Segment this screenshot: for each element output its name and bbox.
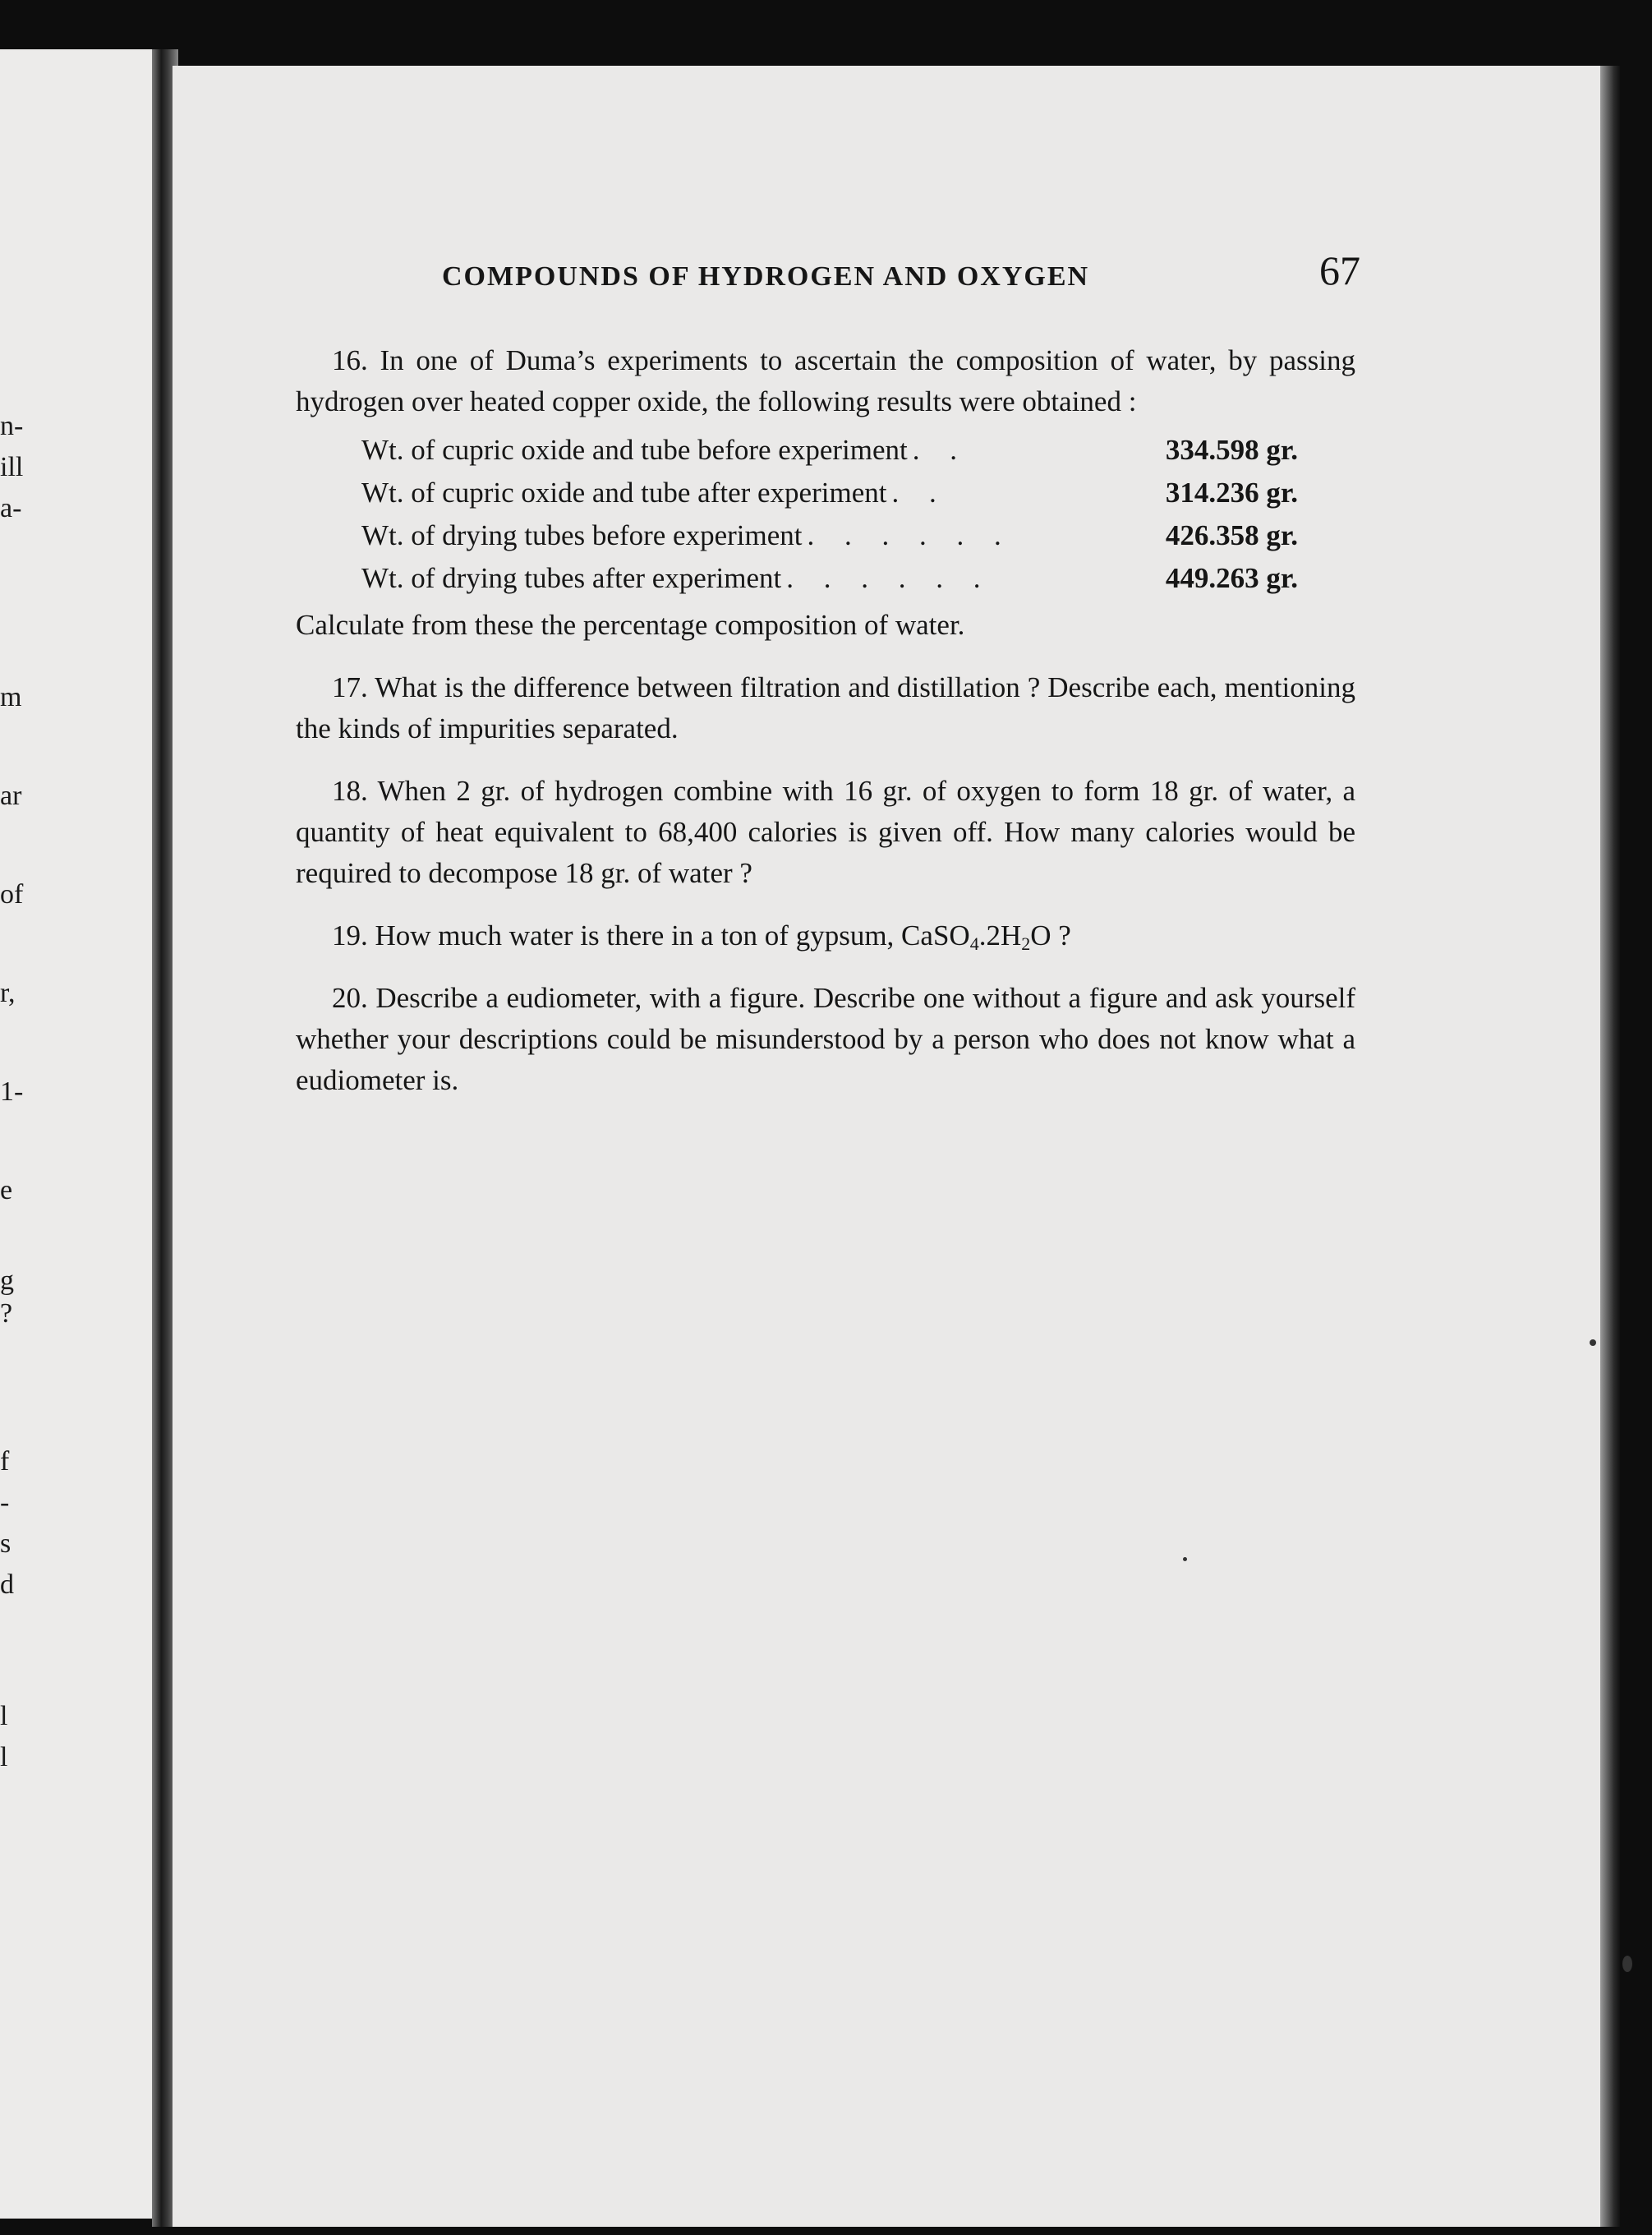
row-leader: . . — [891, 477, 948, 509]
facing-page-fragment: l — [0, 1701, 8, 1731]
row-leader: . . . . . . — [786, 562, 992, 594]
results-table — [361, 429, 1298, 600]
facing-page-fragment: m — [0, 682, 22, 712]
facing-page-fragment: - — [0, 1487, 10, 1518]
subscript: 4 — [969, 933, 979, 954]
formula-part: .2H — [978, 919, 1022, 952]
row-label: Wt. of cupric oxide and tube before experiment — [361, 434, 908, 466]
row-leader: . . — [912, 434, 969, 466]
row-value: 314.236 gr. — [1165, 477, 1298, 509]
page-number: 67 — [1319, 247, 1360, 293]
facing-page-fragment: d — [0, 1569, 14, 1600]
row-label: Wt. of drying tubes after experiment — [361, 562, 782, 594]
question-20: 20. Describe a eudiometer, with a figure. Describe one without a figure and ask yourself whether your descriptions could be misunderstood by a person who does not know what a eudiometer is. — [296, 982, 1355, 1096]
facing-page-fragment: of — [0, 879, 24, 910]
table-row — [361, 429, 1298, 472]
subscript: 2 — [1021, 933, 1031, 954]
row-label: Wt. of cupric oxide and tube after experiment — [361, 477, 887, 509]
facing-page-fragment: s — [0, 1528, 12, 1559]
facing-page-fragment: f — [0, 1446, 10, 1477]
row-leader: . . . . . . — [807, 519, 1013, 551]
facing-page-fragment: e — [0, 1175, 13, 1205]
facing-page-fragment: ill — [0, 452, 24, 482]
row-label: Wt. of drying tubes before experiment — [361, 519, 803, 551]
scan-speck — [1622, 1956, 1632, 1972]
question-16: 16. In one of Duma’s experiments to ascertain the composition of water, by passing hydrogen over heated copper oxide, the following results were obtained : — [296, 344, 1355, 417]
facing-page-fragment: r, — [0, 978, 16, 1008]
facing-page-fragment: ar — [0, 781, 22, 811]
row-value: 449.263 gr. — [1165, 562, 1298, 594]
facing-page-fragment: a- — [0, 493, 22, 523]
table-row — [361, 514, 1298, 557]
facing-page-fragment: 1- — [0, 1076, 24, 1107]
facing-page-fragment: g — [0, 1265, 14, 1296]
scan-speck — [1183, 1557, 1187, 1561]
question-17: 17. What is the difference between filtration and distillation ? Describe each, mentioning the kinds of impurities separated. — [296, 671, 1355, 744]
calculate-instruction: Calculate from these the percentage composition of water. — [296, 609, 965, 641]
facing-page-fragment: ? — [0, 1298, 13, 1329]
row-value: 334.598 gr. — [1165, 434, 1298, 466]
question-19 — [296, 915, 1355, 956]
question-18: 18. When 2 gr. of hydrogen combine with 16 gr. of oxygen to form 18 gr. of water, a quantity of heat equivalent to 68,400 calories is given off. How many calories would be required to decompose 18 gr. of water ? — [296, 775, 1355, 889]
row-value: 426.358 gr. — [1165, 519, 1298, 551]
formula-part: O ? — [1030, 919, 1071, 952]
table-row — [361, 472, 1298, 514]
facing-page-fragment: n- — [0, 411, 24, 441]
facing-page-left — [0, 49, 152, 2219]
facing-page-fragment: l — [0, 1742, 8, 1772]
page-header — [296, 247, 1360, 304]
page-edge-shadow — [1600, 66, 1620, 2227]
table-row — [361, 557, 1298, 600]
page-content — [296, 247, 1360, 1122]
scan-speck — [1590, 1339, 1596, 1346]
question-19-text: 19. How much water is there in a ton of gypsum, CaSO — [332, 919, 970, 952]
running-title: COMPOUNDS OF HYDROGEN AND OXYGEN — [442, 261, 1090, 292]
